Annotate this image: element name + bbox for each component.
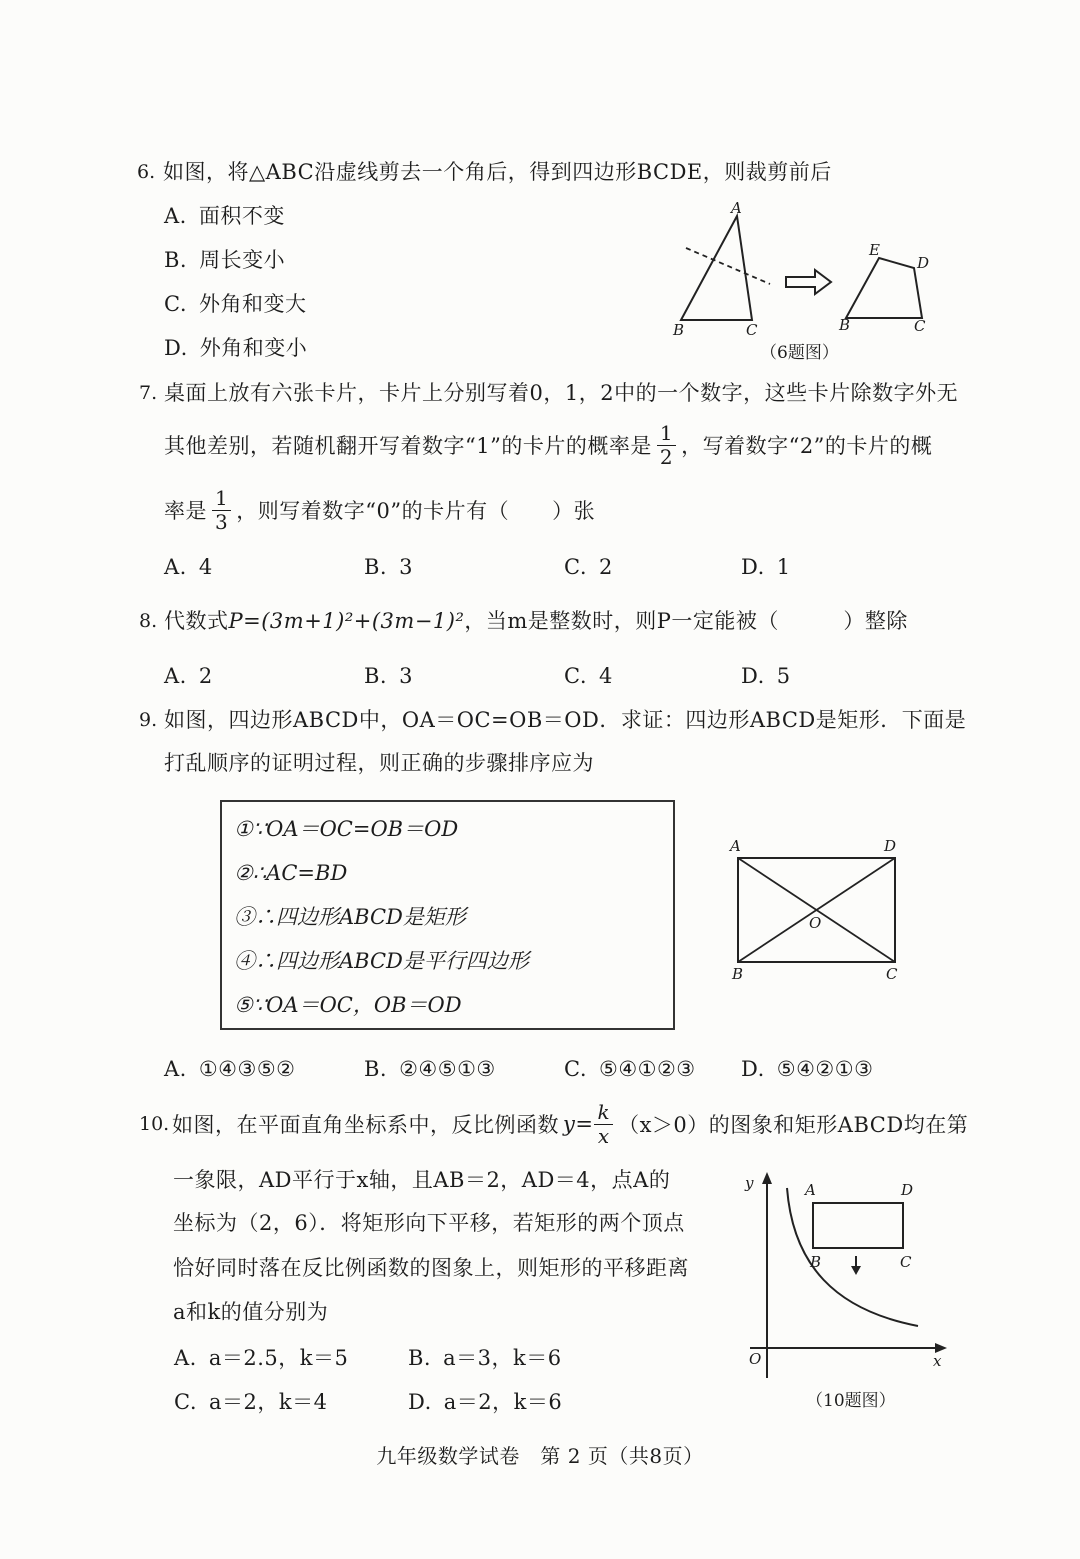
q10-line1: [172, 1096, 968, 1152]
page-footer: 九年级数学试卷 第 2 页（共8页）: [376, 1444, 704, 1468]
proof-step-4: ④∴四边形ABCD是平行四边形: [234, 949, 529, 973]
option-text: ⑤④②①③: [776, 1057, 874, 1081]
option-text: ①④③⑤②: [198, 1057, 296, 1081]
q7-line3: [164, 482, 595, 538]
q7-option-d: [741, 552, 791, 582]
option-text: 外角和变小: [199, 336, 308, 360]
q8-text-after: ，当m是整数时，则P一定能被（ ）整除: [464, 609, 908, 633]
y-axis-arrow-icon: [762, 1172, 772, 1184]
label-d: D: [884, 837, 897, 855]
q6-option-c: [164, 289, 307, 319]
option-text: a＝2，k＝4: [209, 1390, 328, 1414]
option-letter: B.: [364, 555, 388, 579]
option-letter: C.: [174, 1390, 197, 1414]
option-letter: A.: [164, 555, 187, 579]
label-c: C: [886, 965, 898, 983]
denominator: x: [597, 1123, 610, 1148]
q10-line1-before: 如图，在平面直角坐标系中，反比例函数: [172, 1113, 559, 1137]
q6-text: 如图，将△ABC沿虚线剪去一个角后，得到四边形BCDE，则裁剪前后: [163, 160, 832, 184]
label-y: y: [745, 1174, 754, 1192]
label-b: B: [732, 965, 744, 983]
q9-line2: 打乱顺序的证明过程，则正确的步骤排序应为: [164, 751, 594, 775]
label-a: A: [730, 837, 741, 855]
option-letter: C.: [564, 1057, 587, 1081]
label-c: C: [900, 1253, 912, 1271]
q10-option-d: [408, 1387, 562, 1417]
option-letter: D.: [741, 1057, 765, 1081]
proof-step-3: ③∴四边形ABCD是矩形: [234, 905, 466, 929]
q8-option-b: [364, 661, 413, 691]
q8-text-before: 代数式: [164, 609, 229, 633]
q7-option-c: [564, 552, 613, 582]
q10-figure-caption: （10题图）: [806, 1391, 896, 1411]
option-letter: D.: [741, 555, 765, 579]
q6-figure-caption: （6题图）: [760, 343, 839, 363]
q6-figure: [665, 198, 940, 338]
q10-option-c: [174, 1387, 327, 1417]
q8-option-a: [164, 661, 213, 691]
option-text: 周长变小: [199, 248, 286, 272]
q9-option-b: [364, 1054, 496, 1084]
label-a: A: [731, 199, 742, 217]
option-letter: A.: [164, 204, 187, 228]
q10-figure: [735, 1170, 950, 1385]
proof-step-2: ②∴AC=BD: [234, 861, 348, 885]
option-text: 1: [776, 555, 791, 579]
proof-step-5: ⑤∵OA＝OC，OB＝OD: [234, 993, 462, 1017]
option-text: 外角和变大: [199, 292, 307, 316]
q8-option-c: [564, 661, 613, 691]
label-a: A: [805, 1181, 816, 1199]
q7-line2-before: 其他差别，若随机翻开写着数字“1”的卡片的概率是: [164, 434, 652, 458]
q10-option-a: [174, 1343, 348, 1373]
option-letter: D.: [741, 664, 765, 688]
denominator: 2: [659, 444, 674, 469]
q9-option-c: [564, 1054, 696, 1084]
q7-line2-after: ，写着数字“2”的卡片的概: [681, 434, 933, 458]
label-e: E: [869, 241, 880, 259]
option-letter: A.: [164, 1057, 187, 1081]
option-letter: C.: [564, 555, 587, 579]
option-text: a＝2.5，k＝5: [208, 1346, 349, 1370]
q10-line1-after: （x＞0）的图象和矩形ABCD均在第: [618, 1113, 969, 1137]
q6-option-a: [164, 201, 285, 231]
fraction-one-third: [212, 487, 231, 534]
q9-option-d: [741, 1054, 873, 1084]
q7-option-b: [364, 552, 413, 582]
numerator: k: [594, 1101, 613, 1125]
q10-number: 10.: [139, 1113, 170, 1135]
numerator: 1: [657, 422, 676, 446]
hyperbola-curve: [787, 1188, 918, 1326]
option-letter: D.: [164, 336, 188, 360]
label-d: D: [901, 1181, 914, 1199]
label-o: O: [749, 1350, 762, 1368]
label-b: B: [810, 1253, 822, 1271]
option-text: ②④⑤①③: [399, 1057, 496, 1081]
denominator: 3: [215, 509, 229, 534]
option-letter: B.: [364, 1057, 388, 1081]
q7-line2: [164, 417, 932, 473]
q9-proof-steps-box: [220, 800, 675, 1030]
arrow-right-icon: [786, 270, 831, 294]
label-c2: C: [914, 317, 926, 335]
option-letter: B.: [164, 248, 188, 272]
option-letter: B.: [408, 1346, 432, 1370]
q9-option-a: [164, 1054, 295, 1084]
label-d: D: [917, 254, 930, 272]
q6-option-b: [164, 245, 285, 275]
option-text: a＝3，k＝6: [443, 1346, 562, 1370]
option-text: 2: [599, 555, 613, 579]
dashed-cut-line: [686, 248, 770, 284]
q8-text: [164, 606, 908, 636]
fraction-k-over-x: [594, 1101, 613, 1148]
q7-number: 7.: [139, 382, 158, 404]
proof-step-1: ①∵OA＝OC=OB＝OD: [234, 817, 459, 841]
label-x: x: [933, 1352, 942, 1370]
option-text: 3: [399, 555, 413, 579]
label-c: C: [746, 321, 758, 339]
q9-line1: 如图，四边形ABCD中，OA＝OC=OB＝OD．求证：四边形ABCD是矩形．下面是: [164, 708, 967, 732]
option-letter: D.: [408, 1390, 432, 1414]
q10-line4: 恰好同时落在反比例函数的图象上，则矩形的平移距离: [173, 1256, 689, 1280]
fraction-one-half: [657, 422, 676, 469]
q9-figure: [720, 835, 920, 985]
option-text: 5: [776, 664, 791, 688]
rectangle-abcd: [813, 1203, 903, 1248]
arrow-down-icon: [851, 1266, 861, 1275]
option-text: 2: [198, 664, 213, 688]
option-text: 4: [599, 664, 613, 688]
triangle-abc: [681, 216, 752, 320]
q7-line1: 桌面上放有六张卡片，卡片上分别写着0，1，2中的一个数字，这些卡片除数字外无: [164, 381, 959, 405]
option-letter: A.: [164, 664, 187, 688]
label-b2: B: [839, 316, 851, 334]
option-text: 4: [198, 555, 213, 579]
q10-function-lhs: y=: [563, 1112, 594, 1136]
q7-line3-before: 率是: [164, 499, 207, 523]
q8-option-d: [741, 661, 791, 691]
q9-number: 9.: [139, 709, 158, 731]
quadrilateral-bcde: [846, 258, 922, 318]
q10-line3: 坐标为（2，6）．将矩形向下平移，若矩形的两个顶点: [173, 1211, 685, 1235]
label-o: O: [809, 914, 822, 932]
q8-expression: P=(3m+1)²+(3m−1)²: [228, 609, 465, 633]
option-letter: C.: [564, 664, 587, 688]
q6-number: 6.: [137, 161, 156, 183]
q10-option-b: [408, 1343, 562, 1373]
option-letter: B.: [364, 664, 388, 688]
q6-option-d: [164, 333, 307, 363]
label-b: B: [673, 321, 685, 339]
option-text: a＝2，k＝6: [443, 1390, 563, 1414]
option-text: 面积不变: [198, 204, 285, 228]
option-text: ⑤④①②③: [599, 1057, 696, 1081]
q7-line3-after: ，则写着数字“0”的卡片有（ ）张: [236, 499, 596, 523]
option-text: 3: [399, 664, 413, 688]
numerator: 1: [212, 487, 231, 511]
option-letter: A.: [174, 1346, 197, 1370]
q10-line5: a和k的值分别为: [173, 1300, 329, 1324]
option-letter: C.: [164, 292, 187, 316]
q7-option-a: [164, 552, 213, 582]
q8-number: 8.: [139, 610, 158, 632]
q10-line2: 一象限，AD平行于x轴，且AB＝2，AD＝4，点A的: [173, 1168, 671, 1192]
